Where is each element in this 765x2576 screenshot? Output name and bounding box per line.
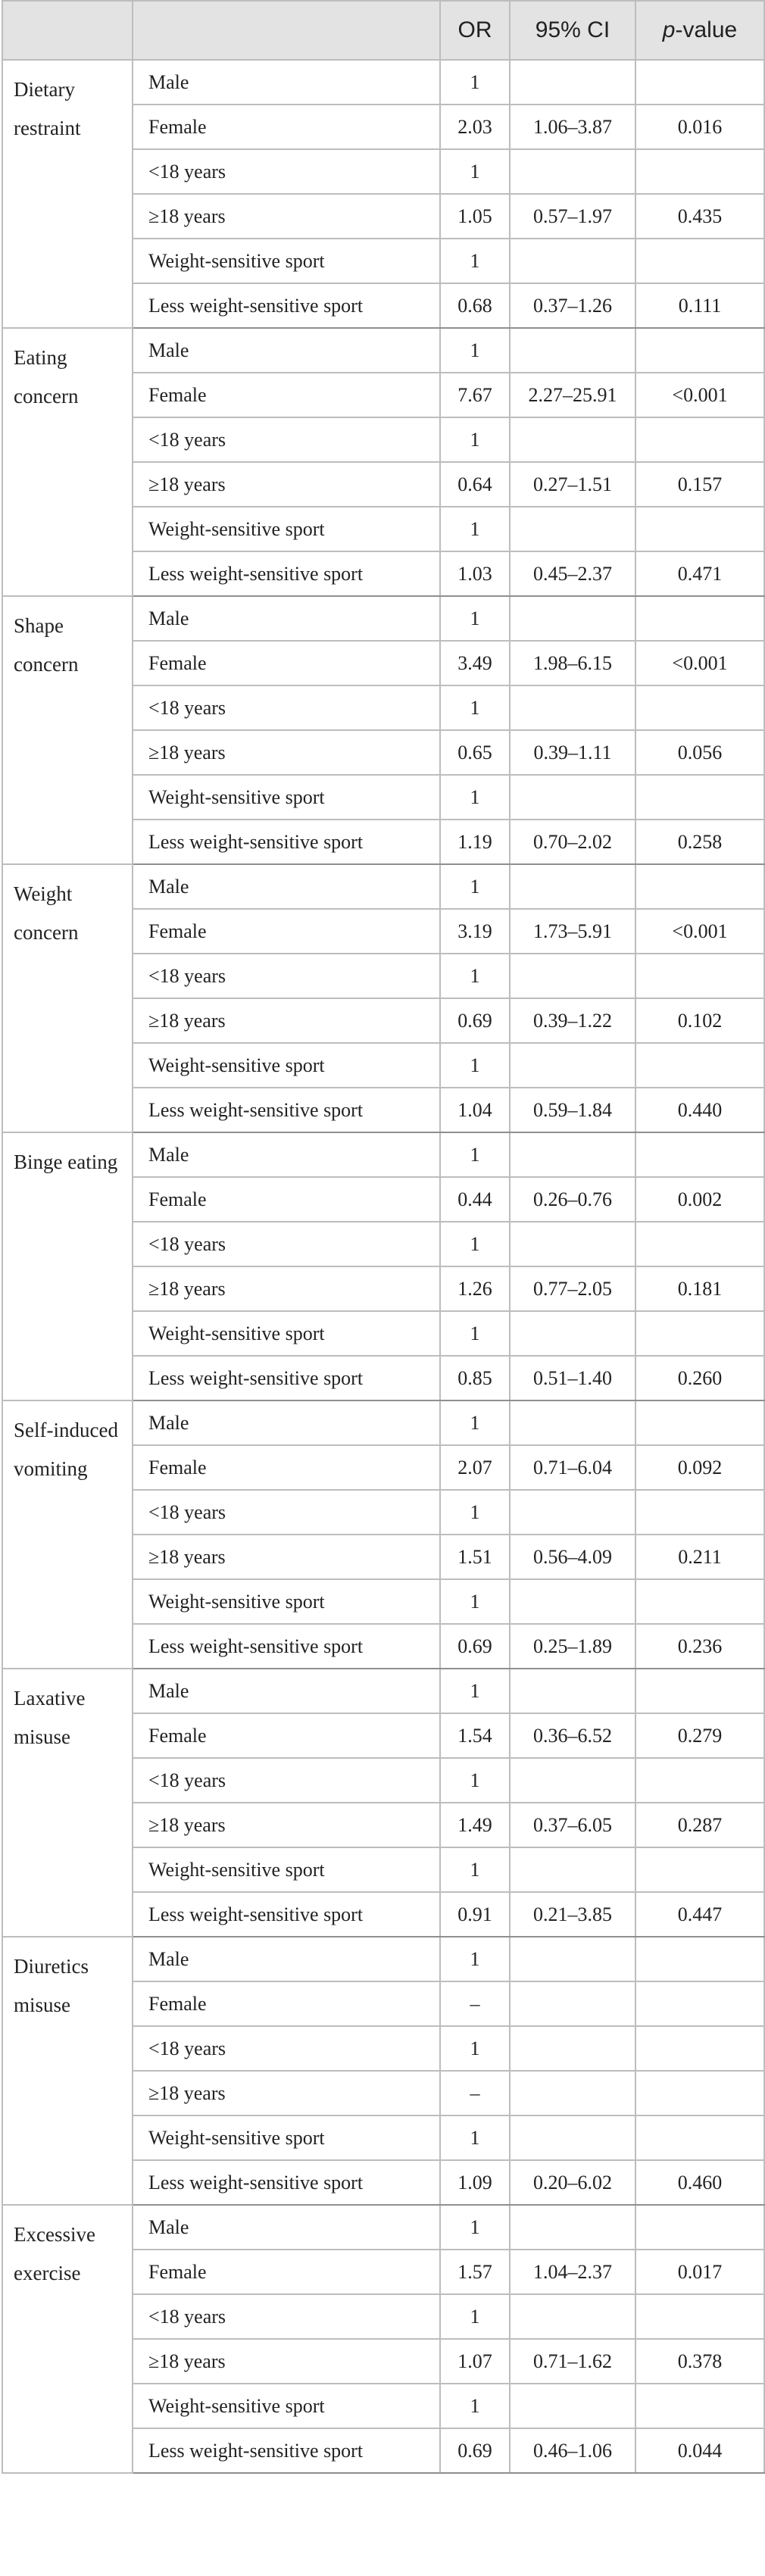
- variable-cell: Less weight-sensitive sport: [133, 820, 440, 864]
- ci-cell: [510, 685, 635, 730]
- p-value-cell: 0.016: [635, 105, 764, 149]
- or-cell: 2.03: [440, 105, 510, 149]
- variable-cell: Weight-sensitive sport: [133, 2384, 440, 2428]
- ci-cell: [510, 1400, 635, 1445]
- p-value-cell: [635, 1490, 764, 1535]
- p-value-cell: [635, 1222, 764, 1266]
- table-row: [2, 596, 764, 641]
- p-value-cell: [635, 2026, 764, 2071]
- variable-cell: Weight-sensitive sport: [133, 507, 440, 551]
- p-value-cell: 0.044: [635, 2428, 764, 2473]
- or-cell: 1: [440, 417, 510, 462]
- p-value-cell: [635, 2205, 764, 2250]
- ci-cell: [510, 239, 635, 283]
- header-ci: 95% CI: [510, 1, 635, 60]
- ci-cell: 0.77–2.05: [510, 1266, 635, 1311]
- header-row: [2, 1, 764, 60]
- ci-cell: [510, 954, 635, 998]
- p-value-cell: 0.092: [635, 1445, 764, 1490]
- p-value-cell: [635, 1400, 764, 1445]
- ci-cell: [510, 1579, 635, 1624]
- p-value-cell: 0.260: [635, 1356, 764, 1400]
- or-cell: 1: [440, 1311, 510, 1356]
- or-cell: 7.67: [440, 373, 510, 417]
- variable-cell: Female: [133, 1177, 440, 1222]
- or-cell: 1: [440, 60, 510, 105]
- or-cell: 1: [440, 239, 510, 283]
- ci-cell: 0.37–1.26: [510, 283, 635, 328]
- p-value-cell: [635, 1847, 764, 1892]
- category-cell: Laxative misuse: [2, 1669, 133, 1937]
- variable-cell: ≥18 years: [133, 1535, 440, 1579]
- ci-cell: [510, 1981, 635, 2026]
- p-value-cell: 0.460: [635, 2160, 764, 2205]
- ci-cell: 0.56–4.09: [510, 1535, 635, 1579]
- variable-cell: Weight-sensitive sport: [133, 1847, 440, 1892]
- ci-cell: 0.25–1.89: [510, 1624, 635, 1669]
- ci-cell: [510, 417, 635, 462]
- ci-cell: [510, 2384, 635, 2428]
- variable-cell: Male: [133, 1132, 440, 1177]
- or-cell: 1: [440, 864, 510, 909]
- p-value-cell: 0.211: [635, 1535, 764, 1579]
- variable-cell: Male: [133, 596, 440, 641]
- or-cell: 1: [440, 2205, 510, 2250]
- p-value-cell: 0.279: [635, 1713, 764, 1758]
- ci-cell: [510, 1847, 635, 1892]
- p-value-cell: [635, 954, 764, 998]
- variable-cell: Less weight-sensitive sport: [133, 1088, 440, 1132]
- or-cell: 0.91: [440, 1892, 510, 1937]
- table-row: [2, 328, 764, 373]
- ci-cell: [510, 596, 635, 641]
- ci-cell: 0.26–0.76: [510, 1177, 635, 1222]
- ci-cell: [510, 507, 635, 551]
- variable-cell: Male: [133, 1669, 440, 1713]
- ci-cell: [510, 2071, 635, 2115]
- p-value-cell: 0.435: [635, 194, 764, 239]
- variable-cell: <18 years: [133, 2294, 440, 2339]
- ci-cell: [510, 60, 635, 105]
- variable-cell: Female: [133, 641, 440, 685]
- variable-cell: Weight-sensitive sport: [133, 239, 440, 283]
- p-value-cell: 0.378: [635, 2339, 764, 2384]
- p-value-cell: [635, 2384, 764, 2428]
- or-cell: 1: [440, 2026, 510, 2071]
- or-cell: 1: [440, 507, 510, 551]
- table-row: [2, 1937, 764, 1981]
- variable-cell: ≥18 years: [133, 1266, 440, 1311]
- variable-cell: Less weight-sensitive sport: [133, 1892, 440, 1937]
- or-cell: 1: [440, 2294, 510, 2339]
- ci-cell: [510, 149, 635, 194]
- variable-cell: Male: [133, 328, 440, 373]
- ci-cell: 1.06–3.87: [510, 105, 635, 149]
- ci-cell: 0.36–6.52: [510, 1713, 635, 1758]
- ci-cell: 2.27–25.91: [510, 373, 635, 417]
- ci-cell: [510, 1043, 635, 1088]
- header-variable: [133, 1, 440, 60]
- or-cell: 1: [440, 1937, 510, 1981]
- or-cell: 0.44: [440, 1177, 510, 1222]
- variable-cell: Male: [133, 1937, 440, 1981]
- or-cell: 1.05: [440, 194, 510, 239]
- p-value-cell: [635, 864, 764, 909]
- p-value-cell: [635, 2115, 764, 2160]
- p-value-cell: 0.447: [635, 1892, 764, 1937]
- ci-cell: 0.20–6.02: [510, 2160, 635, 2205]
- ci-cell: 0.39–1.11: [510, 730, 635, 775]
- variable-cell: Weight-sensitive sport: [133, 2115, 440, 2160]
- or-cell: 1: [440, 954, 510, 998]
- or-cell: 1: [440, 1222, 510, 1266]
- ci-cell: 1.73–5.91: [510, 909, 635, 954]
- p-value-cell: 0.017: [635, 2250, 764, 2294]
- p-value-cell: 0.236: [635, 1624, 764, 1669]
- p-value-cell: <0.001: [635, 909, 764, 954]
- or-cell: 1: [440, 1579, 510, 1624]
- results-table: [2, 0, 765, 2474]
- ci-cell: [510, 2294, 635, 2339]
- category-cell: Eating concern: [2, 328, 133, 596]
- or-cell: 1.26: [440, 1266, 510, 1311]
- ci-cell: 0.59–1.84: [510, 1088, 635, 1132]
- variable-cell: Female: [133, 105, 440, 149]
- or-cell: 1: [440, 2384, 510, 2428]
- table-row: [2, 1400, 764, 1445]
- ci-cell: [510, 1937, 635, 1981]
- or-cell: 1: [440, 1043, 510, 1088]
- ci-cell: [510, 1758, 635, 1803]
- or-cell: 1: [440, 1132, 510, 1177]
- variable-cell: Female: [133, 2250, 440, 2294]
- table-body: [2, 60, 764, 2473]
- variable-cell: ≥18 years: [133, 462, 440, 507]
- p-value-cell: [635, 1669, 764, 1713]
- table-row: [2, 1132, 764, 1177]
- p-value-cell: <0.001: [635, 373, 764, 417]
- ci-cell: 0.71–1.62: [510, 2339, 635, 2384]
- ci-cell: 0.71–6.04: [510, 1445, 635, 1490]
- variable-cell: ≥18 years: [133, 998, 440, 1043]
- or-cell: 1: [440, 775, 510, 820]
- ci-cell: [510, 775, 635, 820]
- or-cell: 1: [440, 149, 510, 194]
- variable-cell: <18 years: [133, 2026, 440, 2071]
- variable-cell: ≥18 years: [133, 2339, 440, 2384]
- variable-cell: Less weight-sensitive sport: [133, 551, 440, 596]
- ci-cell: 0.27–1.51: [510, 462, 635, 507]
- or-cell: 2.07: [440, 1445, 510, 1490]
- category-cell: Binge eating: [2, 1132, 133, 1400]
- p-value-cell: [635, 775, 764, 820]
- or-cell: 1: [440, 1758, 510, 1803]
- p-value-cell: [635, 2071, 764, 2115]
- or-cell: 1.57: [440, 2250, 510, 2294]
- variable-cell: Less weight-sensitive sport: [133, 1624, 440, 1669]
- or-cell: 1: [440, 328, 510, 373]
- ci-cell: 0.51–1.40: [510, 1356, 635, 1400]
- or-cell: 1.19: [440, 820, 510, 864]
- p-value-cell: 0.258: [635, 820, 764, 864]
- header-category: [2, 1, 133, 60]
- p-value-cell: [635, 149, 764, 194]
- p-value-cell: 0.181: [635, 1266, 764, 1311]
- category-cell: Self-induced vomiting: [2, 1400, 133, 1669]
- variable-cell: Less weight-sensitive sport: [133, 1356, 440, 1400]
- table-row: [2, 2205, 764, 2250]
- p-value-cell: [635, 239, 764, 283]
- or-cell: 1: [440, 2115, 510, 2160]
- p-value-cell: 0.056: [635, 730, 764, 775]
- p-value-cell: 0.440: [635, 1088, 764, 1132]
- variable-cell: <18 years: [133, 1222, 440, 1266]
- header-p-value: [635, 1, 764, 60]
- p-value-cell: [635, 1937, 764, 1981]
- ci-cell: [510, 1490, 635, 1535]
- or-cell: 1.51: [440, 1535, 510, 1579]
- or-cell: –: [440, 1981, 510, 2026]
- ci-cell: [510, 2026, 635, 2071]
- p-value-cell: [635, 60, 764, 105]
- category-cell: Dietary restraint: [2, 60, 133, 328]
- variable-cell: Male: [133, 864, 440, 909]
- variable-cell: <18 years: [133, 1758, 440, 1803]
- variable-cell: ≥18 years: [133, 1803, 440, 1847]
- or-cell: 0.64: [440, 462, 510, 507]
- p-value-cell: [635, 507, 764, 551]
- variable-cell: Weight-sensitive sport: [133, 1579, 440, 1624]
- variable-cell: <18 years: [133, 685, 440, 730]
- p-value-cell: [635, 328, 764, 373]
- or-cell: 3.19: [440, 909, 510, 954]
- or-cell: 0.69: [440, 2428, 510, 2473]
- table-row: [2, 60, 764, 105]
- or-cell: 0.85: [440, 1356, 510, 1400]
- p-value-cell: [635, 596, 764, 641]
- p-value-cell: [635, 1579, 764, 1624]
- p-value-cell: [635, 1311, 764, 1356]
- or-cell: 0.69: [440, 1624, 510, 1669]
- variable-cell: Female: [133, 1981, 440, 2026]
- ci-cell: 0.57–1.97: [510, 194, 635, 239]
- p-value-cell: <0.001: [635, 641, 764, 685]
- ci-cell: [510, 1311, 635, 1356]
- variable-cell: ≥18 years: [133, 2071, 440, 2115]
- or-cell: 1: [440, 1669, 510, 1713]
- variable-cell: Female: [133, 1713, 440, 1758]
- ci-cell: 1.98–6.15: [510, 641, 635, 685]
- category-cell: Shape concern: [2, 596, 133, 864]
- ci-cell: 0.39–1.22: [510, 998, 635, 1043]
- p-value-cell: [635, 1132, 764, 1177]
- ci-cell: [510, 2115, 635, 2160]
- or-cell: 1: [440, 1490, 510, 1535]
- header-or: OR: [440, 1, 510, 60]
- variable-cell: Female: [133, 909, 440, 954]
- variable-cell: <18 years: [133, 954, 440, 998]
- or-cell: 1: [440, 685, 510, 730]
- p-value-cell: [635, 685, 764, 730]
- header-p-rest: -value: [675, 17, 738, 42]
- p-value-cell: 0.157: [635, 462, 764, 507]
- variable-cell: <18 years: [133, 417, 440, 462]
- or-cell: 1.04: [440, 1088, 510, 1132]
- variable-cell: Weight-sensitive sport: [133, 1311, 440, 1356]
- p-value-cell: [635, 1981, 764, 2026]
- p-value-cell: [635, 1758, 764, 1803]
- variable-cell: Less weight-sensitive sport: [133, 2160, 440, 2205]
- header-p-italic: p: [662, 17, 676, 42]
- p-value-cell: [635, 417, 764, 462]
- variable-cell: Male: [133, 1400, 440, 1445]
- variable-cell: Weight-sensitive sport: [133, 775, 440, 820]
- category-cell: Diuretics misuse: [2, 1937, 133, 2205]
- ci-cell: 0.46–1.06: [510, 2428, 635, 2473]
- variable-cell: Less weight-sensitive sport: [133, 2428, 440, 2473]
- p-value-cell: 0.287: [635, 1803, 764, 1847]
- p-value-cell: 0.471: [635, 551, 764, 596]
- or-cell: 1.09: [440, 2160, 510, 2205]
- ci-cell: 0.45–2.37: [510, 551, 635, 596]
- variable-cell: Female: [133, 373, 440, 417]
- or-cell: 0.68: [440, 283, 510, 328]
- ci-cell: [510, 1132, 635, 1177]
- variable-cell: Weight-sensitive sport: [133, 1043, 440, 1088]
- ci-cell: [510, 864, 635, 909]
- or-cell: 0.65: [440, 730, 510, 775]
- ci-cell: [510, 1669, 635, 1713]
- or-cell: –: [440, 2071, 510, 2115]
- variable-cell: Male: [133, 60, 440, 105]
- ci-cell: 0.21–3.85: [510, 1892, 635, 1937]
- or-cell: 1: [440, 1400, 510, 1445]
- variable-cell: Male: [133, 2205, 440, 2250]
- ci-cell: [510, 2205, 635, 2250]
- ci-cell: 0.70–2.02: [510, 820, 635, 864]
- p-value-cell: [635, 1043, 764, 1088]
- p-value-cell: 0.111: [635, 283, 764, 328]
- ci-cell: 0.37–6.05: [510, 1803, 635, 1847]
- ci-cell: [510, 1222, 635, 1266]
- p-value-cell: 0.102: [635, 998, 764, 1043]
- variable-cell: ≥18 years: [133, 194, 440, 239]
- or-cell: 1.07: [440, 2339, 510, 2384]
- or-cell: 0.69: [440, 998, 510, 1043]
- variable-cell: Less weight-sensitive sport: [133, 283, 440, 328]
- or-cell: 1.54: [440, 1713, 510, 1758]
- table-row: [2, 1669, 764, 1713]
- ci-cell: 1.04–2.37: [510, 2250, 635, 2294]
- p-value-cell: 0.002: [635, 1177, 764, 1222]
- or-cell: 1: [440, 1847, 510, 1892]
- or-cell: 1.03: [440, 551, 510, 596]
- variable-cell: Female: [133, 1445, 440, 1490]
- category-cell: Weight concern: [2, 864, 133, 1132]
- ci-cell: [510, 328, 635, 373]
- or-cell: 3.49: [440, 641, 510, 685]
- variable-cell: <18 years: [133, 1490, 440, 1535]
- or-cell: 1: [440, 596, 510, 641]
- category-cell: Excessive exercise: [2, 2205, 133, 2473]
- variable-cell: <18 years: [133, 149, 440, 194]
- table-row: [2, 864, 764, 909]
- or-cell: 1.49: [440, 1803, 510, 1847]
- variable-cell: ≥18 years: [133, 730, 440, 775]
- p-value-cell: [635, 2294, 764, 2339]
